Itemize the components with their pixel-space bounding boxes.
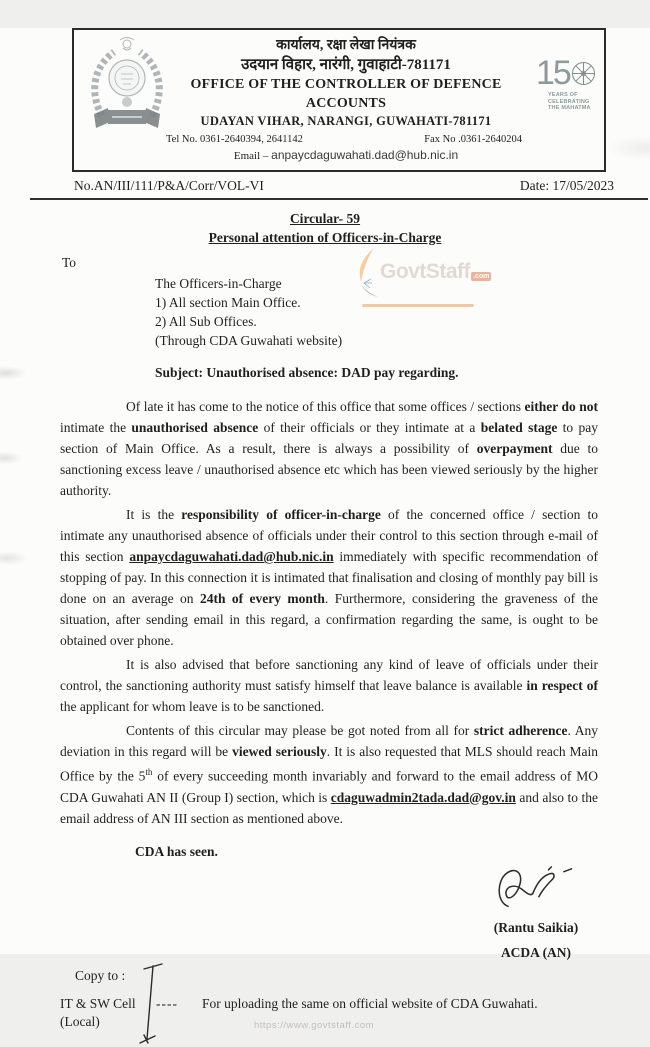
defence-accounts-emblem-icon <box>84 34 170 136</box>
copy-recipient: IT & SW Cell <box>60 995 136 1011</box>
copy-purpose: For uploading the same on official website of CDA Guwahati. <box>202 995 538 1011</box>
logo-caption-line: CELEBRATING <box>548 98 590 105</box>
copy-dashes: ---- <box>156 995 178 1011</box>
watermark-logo-text: GovtStaff <box>380 260 470 283</box>
org-name-english: OFFICE OF THE CONTROLLER OF DEFENCE ACCOUNTS <box>190 77 502 111</box>
fax-number: Fax No .0361-2640204 <box>424 134 522 145</box>
watermark-url: https://www.govtstaff.com <box>254 1019 375 1031</box>
logo-150-number: 15 <box>536 54 570 92</box>
cda-note: CDA has seen. <box>135 843 218 859</box>
scanned-circular-document <box>0 28 650 1031</box>
addressee-line: The Officers-in-Charge <box>155 276 282 291</box>
email-label: Email – <box>233 150 269 162</box>
body-paragraph: It is also advised that before sanctioning any kind of leave of officials under their control, the sanctioning authority must satisfy himself that leave balance is available in respect of the applicant for whom leave is to be sanctioned. <box>60 657 598 714</box>
tel-number: Tel No. 0361-2640394, 2641142 <box>166 134 303 145</box>
org-address-english: UDAYAN VIHAR, NARANGI, GUWAHATI-781171 <box>200 114 492 128</box>
charkha-wheel-icon <box>570 60 597 87</box>
signatory-name: (Rantu Saikia) <box>493 919 579 935</box>
circular-heading: Circular- 59 <box>289 211 361 226</box>
copy-recipient-location: (Local) <box>60 1013 100 1029</box>
addressee-line: (Through CDA Guwahati website) <box>155 333 343 348</box>
handwritten-arrow-mark <box>136 959 166 1047</box>
circular-subheading: Personal attention of Officers-in-Charge <box>208 230 442 245</box>
subject-line: Subject: Unauthorised absence: DAD pay regarding. <box>155 365 459 380</box>
divider-rule <box>30 198 648 200</box>
logo-caption-line: YEARS OF <box>548 92 578 98</box>
letter-body <box>60 396 598 829</box>
addressee-line: 2) All Sub Offices. <box>155 314 257 329</box>
body-paragraph: Contents of this circular may please be got noted from all for strict adherence. Any deviation in this regard will be viewed seriously. It is also requested that MLS should reach Main Office by the 5th of every succeeding month invariably and forward to the email address of MO CDA Guwahati AN II (Group I) section, which is cdaguwadmin2tada.dad@gov.in and also to the email address of AN III section as mentioned above. <box>60 723 598 826</box>
org-address-hindi: उदयान विहार, नारंगी, गुवाहाटी-781171 <box>241 57 451 73</box>
org-name-hindi: कार्यालय, रक्षा लेखा नियंत्रक <box>276 38 416 53</box>
signature-scribble-icon <box>493 864 579 914</box>
logo-caption-line: THE MAHATMA <box>548 105 591 111</box>
email-row <box>166 147 526 164</box>
watermark-underline <box>362 304 474 307</box>
letterhead-box <box>72 28 606 172</box>
signatory-designation: ACDA (AN) <box>500 944 572 960</box>
addressee-line: 1) All section Main Office. <box>155 295 301 310</box>
copy-to-label: Copy to : <box>75 967 126 983</box>
logo-150-caption <box>548 92 598 112</box>
letterhead-email-address: anpaycdaguwahati.dad@hub.nic.in <box>271 148 459 162</box>
signature-block <box>456 864 616 961</box>
body-paragraph: It is the responsibility of officer-in-charge of the concerned office / section to intimate any unauthorised absence of officials under their control to this section through e-mail of this section anpaycdaguwahati.dad@hub.nic.in immediately with specific recommendation of stopping of pay. In this connection it is intimated that finalisation and closing of monthly pay bill is done on an average on 24th of every month. Furthermore, considering the graveness of the situation, after sending email in this regard, a confirmation regarding the same, is ought to be obtained over phone. <box>60 507 599 648</box>
letter-date: Date: 17/05/2023 <box>519 178 614 193</box>
govtstaff-watermark-logo <box>356 246 490 307</box>
reference-number: No.AN/III/111/P&A/Corr/VOL-VI <box>74 178 264 193</box>
copy-to-section <box>60 967 598 1035</box>
flag-swoosh-icon <box>356 246 380 298</box>
body-paragraph: Of late it has come to the notice of this office that some offices / sections either do not intimate the unauthorised absence of their officials or they intimate at a belated stage to pay section of Main Office. As a result, there is always a possibility of overpayment due to sanctioning excess leave / unauthorised absence etc which has been viewed seriously by the higher authority. <box>60 399 598 498</box>
watermark-logo-suffix: .com <box>473 272 490 280</box>
salutation-to: To <box>62 255 77 270</box>
gandhi-150-years-logo <box>536 56 598 112</box>
